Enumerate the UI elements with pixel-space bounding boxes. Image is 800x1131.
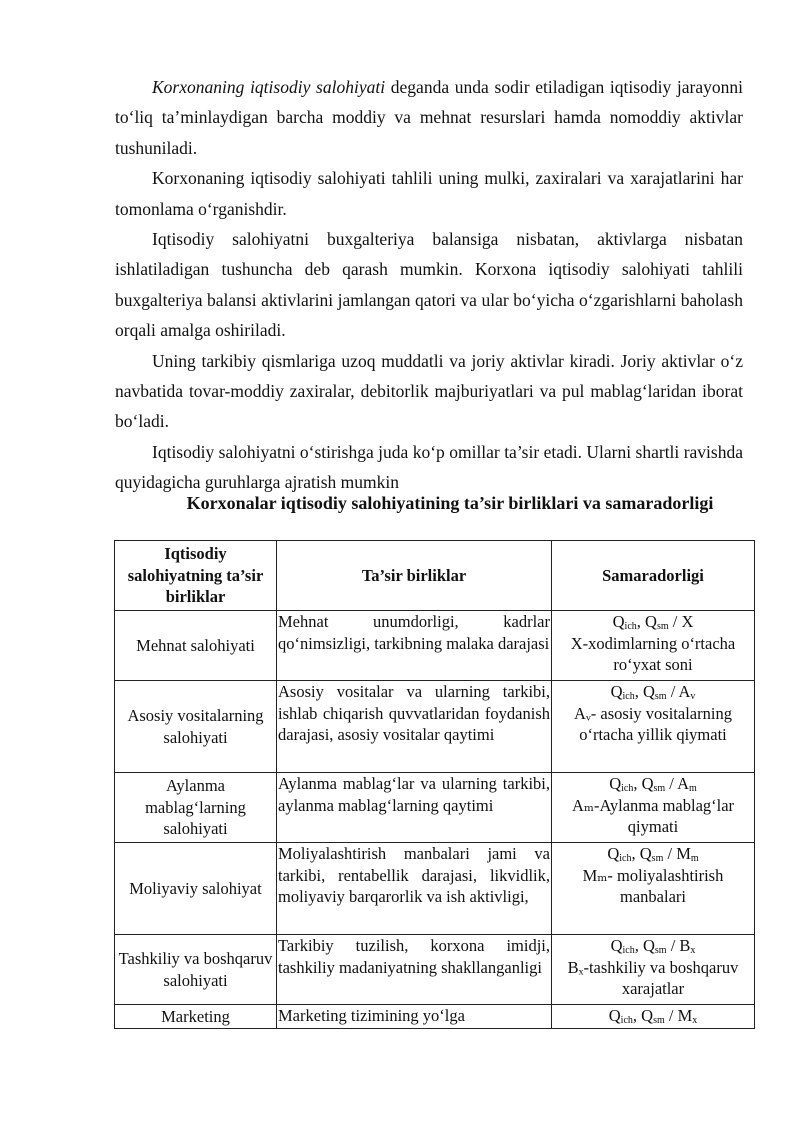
table-row [115, 843, 755, 935]
efficiency-cell [552, 611, 755, 681]
table-row [115, 773, 755, 843]
unit-cell: Asosiy vositalarning salohiyati [115, 681, 277, 773]
efficiency-cell [552, 681, 755, 773]
paragraph-text: Uning tarkibiy qismlariga uzoq muddatli va joriy aktivlar kiradi. Joriy aktivlar o‘z navbatida tovar-moddiy zaxiralar, debitorlik majburiyatlari va pul mablag‘laridan iborat bo‘ladi. [115, 350, 743, 432]
unit-cell: Marketing [115, 1005, 277, 1029]
factors-table [114, 540, 755, 1029]
efficiency-cell [552, 843, 755, 935]
efficiency-formula: $Q_{ich}$, $Q_{sm} / M_x$ [608, 1006, 698, 1026]
paragraph-text: Korxonaning iqtisodiy salohiyati tahlili uning mulki, zaxiralari va xarajatlarini har tomonlama o‘rganishdir. [115, 168, 743, 219]
formula-definition: X-xodimlarning o‘rtacha ro‘yxat soni [570, 633, 736, 674]
efficiency-cell [552, 935, 755, 1005]
header-unit: Iqtisodiy salohiyatning ta’sir birliklar [115, 541, 277, 611]
efficiency-formula: $Q_{ich}$, $Q_{sm} / A_v$ [610, 682, 696, 702]
paragraph-text: Iqtisodiy salohiyatni buxgalteriya balansiga nisbatan, aktivlarga nisbatan ishlatiladigan tushuncha deb qarash mumkin. Korxona iqtisodiy salohiyati tahlili buxgalteriya balansi aktivlarini jamlangan qatori va ular bo‘yicha o‘zgarishlarni baholash orqali amalga oshiriladi. [115, 229, 743, 341]
body-text [115, 72, 743, 498]
paragraph-1 [115, 72, 743, 163]
paragraph-2 [115, 163, 743, 224]
efficiency-cell [552, 1005, 755, 1029]
unit-cell: Mehnat salohiyati [115, 611, 277, 681]
table-row [115, 611, 755, 681]
efficiency-formula: $Q_{ich}$, $Q_{sm} / B_x$ [610, 936, 696, 956]
formula-definition: Bₓ-tashkiliy va boshqaruv xarajatlar [567, 957, 739, 998]
unit-cell: Aylanma mablag‘larning salohiyati [115, 773, 277, 843]
header-efficiency: Samaradorligi [552, 541, 755, 611]
table-row [115, 935, 755, 1005]
table-row [115, 1005, 755, 1029]
efficiency-formula: $Q_{ich}$, $Q_{sm} / M_m$ [607, 844, 699, 864]
factors-cell: Mehnat unumdorligi, kadrlar qo‘nimsizligi, tarkibning malaka darajasi [277, 611, 552, 681]
paragraph-text: Iqtisodiy salohiyatni o‘stirishga juda ko‘p omillar ta’sir etadi. Ularni shartli ravishda quyidagicha guruhlarga ajratish mumkin [115, 441, 743, 493]
efficiency-cell [552, 773, 755, 843]
formula-definition: Mₘ- moliyalashtirish manbalari [582, 865, 724, 906]
paragraph-4 [115, 346, 743, 437]
table-row [115, 681, 755, 773]
factors-cell: Moliyalashtirish manbalari jami va tarkibi, rentabellik darajasi, likvidlik, moliyaviy barqarorlik va ish aktivligi, [277, 843, 552, 935]
efficiency-formula: $Q_{ich}$, $Q_{sm}$ / X [612, 612, 694, 632]
factors-cell: Marketing tizimining yo‘lga [277, 1005, 552, 1029]
formula-definition: Aᵥ- asosiy vositalarning o‘rtacha yillik qiymati [574, 703, 732, 744]
factors-cell: Asosiy vositalar va ularning tarkibi, ishlab chiqarish quvvatlaridan foydanish darajasi, asosiy vositalar qaytimi [277, 681, 552, 773]
table-caption: Korxonalar iqtisodiy salohiyatining ta’sir birliklari va samaradorligi [186, 493, 714, 513]
factors-cell: Aylanma mablag‘lar va ularning tarkibi, aylanma mablag‘larning qaytimi [277, 773, 552, 843]
paragraph-3 [115, 224, 743, 346]
paragraph-5 [115, 437, 743, 498]
paragraph-text: deganda unda sodir etiladigan iqtisodiy jarayonni to‘liq ta’minlaydigan barcha moddiy va mehnat resurslari hamda nomoddiy aktivlar tushuniladi. [115, 77, 743, 158]
formula-definition: Aₘ-Aylanma mablag‘lar qiymati [571, 795, 735, 836]
table-header-row [115, 541, 755, 611]
factors-cell: Tarkibiy tuzilish, korxona imidji, tashkiliy madaniyatning shakllanganligi [277, 935, 552, 1005]
italic-term: Korxonaning iqtisodiy salohiyati [152, 77, 386, 97]
efficiency-formula: $Q_{ich}$, $Q_{sm} / A_m$ [609, 774, 697, 794]
header-factors: Ta’sir birliklar [277, 541, 552, 611]
unit-cell: Tashkiliy va boshqaruv salohiyati [115, 935, 277, 1005]
unit-cell: Moliyaviy salohiyat [115, 843, 277, 935]
